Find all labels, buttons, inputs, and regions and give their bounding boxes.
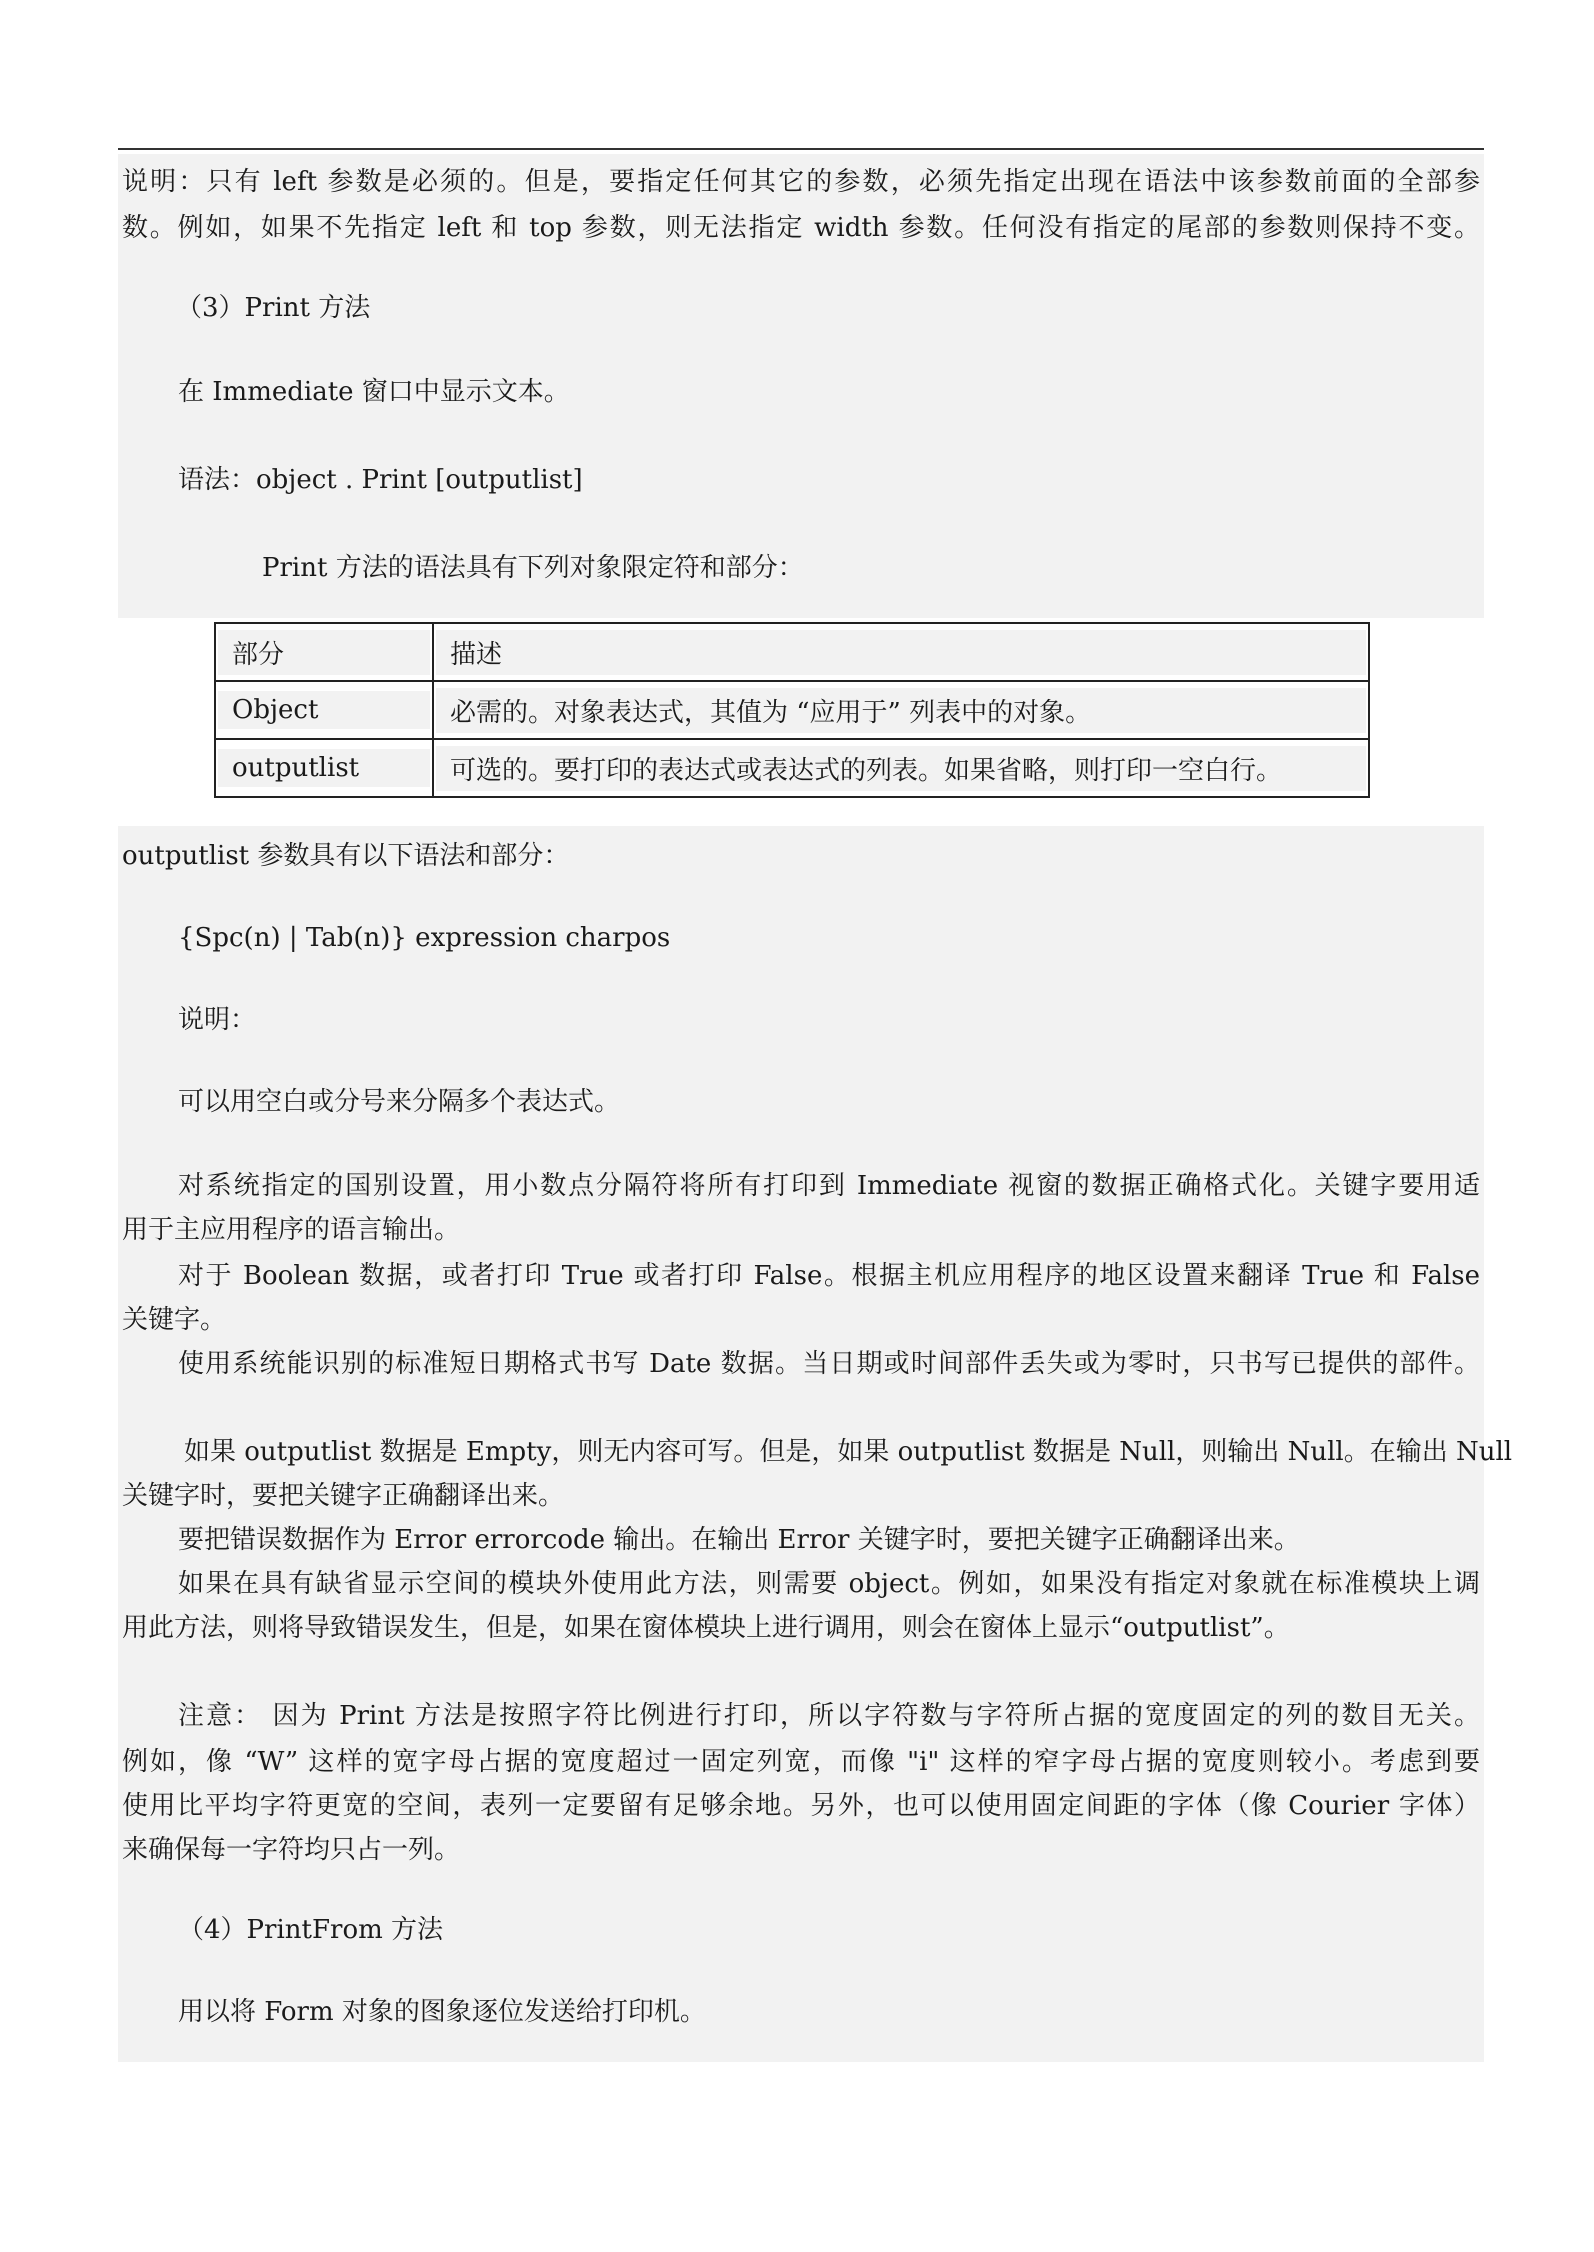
paragraph-error: 要把错误数据作为 Error errorcode 输出。在输出 Error 关键字时，要把关键字正确翻译出来。	[178, 1525, 1300, 1555]
table-cell: 必需的。对象表达式，其值为 “应用于” 列表中的对象。	[433, 681, 1369, 739]
paragraph-locale-line-1: 对系统指定的国别设置，用小数点分隔符将所有打印到 Immediate 视窗的数据正确格式化。关键字要用适	[178, 1171, 1480, 1201]
table-row	[215, 739, 1369, 797]
paragraph-empty-null-line-1: 如果 outputlist 数据是 Empty，则无内容可写。但是，如果 outputlist 数据是 Null，则输出 Null。在输出 Null	[184, 1437, 1513, 1467]
paragraph-object-line-1: 如果在具有缺省显示空间的模块外使用此方法，则需要 object。例如，如果没有指定对象就在标准模块上调	[178, 1569, 1480, 1599]
intro-line-1: 说明：只有 left 参数是必须的。但是，要指定任何其它的参数，必须先指定出现在语法中该参数前面的全部参	[122, 167, 1480, 197]
print-table-intro: Print 方法的语法具有下列对象限定符和部分：	[262, 553, 804, 583]
printfrom-method-heading: （4）PrintFrom 方法	[178, 1915, 444, 1945]
paragraph-locale-line-2: 用于主应用程序的语言输出。	[122, 1215, 461, 1245]
paragraph-empty-null-line-2: 关键字时，要把关键字正确翻译出来。	[122, 1481, 565, 1511]
paragraph-object-line-2: 用此方法，则将导致错误发生，但是，如果在窗体模块上进行调用，则会在窗体上显示“outputlist”。	[122, 1613, 1290, 1643]
print-method-syntax: 语法：object . Print [outputlist]	[178, 465, 583, 495]
paragraph-boolean-line-2: 关键字。	[122, 1305, 227, 1335]
paragraph-boolean-line-1: 对于 Boolean 数据，或者打印 True 或者打印 False。根据主机应用程序的地区设置来翻译 True 和 False	[178, 1261, 1480, 1291]
paragraph-date: 使用系统能识别的标准短日期格式书写 Date 数据。当日期或时间部件丢失或为零时，只书写已提供的部件。	[178, 1349, 1480, 1379]
table-header-row	[215, 623, 1369, 681]
caution-line-1: 注意： 因为 Print 方法是按照字符比例进行打印，所以字符数与字符所占据的宽度固定的列的数目无关。	[178, 1701, 1480, 1731]
caution-line-4: 来确保每一字符均只占一列。	[122, 1835, 461, 1865]
intro-line-2: 数。例如，如果不先指定 left 和 top 参数，则无法指定 width 参数。任何没有指定的尾部的参数则保持不变。	[122, 213, 1480, 243]
separator-note: 可以用空白或分号来分隔多个表达式。	[178, 1087, 621, 1117]
print-method-description: 在 Immediate 窗口中显示文本。	[178, 377, 570, 407]
note-label: 说明：	[178, 1005, 257, 1035]
print-parts-table	[214, 622, 1370, 798]
table-header-cell: 描述	[433, 623, 1369, 681]
outputlist-intro: outputlist 参数具有以下语法和部分：	[122, 841, 570, 871]
printfrom-method-description: 用以将 Form 对象的图象逐位发送给打印机。	[178, 1997, 706, 2027]
table-cell: 可选的。要打印的表达式或表达式的列表。如果省略，则打印一空白行。	[433, 739, 1369, 797]
caution-line-3: 使用比平均字符更宽的空间，表列一定要留有足够余地。另外，也可以使用固定间距的字体（像 Courier 字体）	[122, 1791, 1480, 1821]
print-method-heading: （3）Print 方法	[176, 293, 371, 323]
table-row	[215, 681, 1369, 739]
header-rule	[118, 148, 1484, 150]
caution-line-2: 例如，像 “W” 这样的宽字母占据的宽度超过一固定列宽，而像 "i" 这样的窄字母占据的宽度则较小。考虑到要	[122, 1747, 1480, 1777]
outputlist-syntax: {Spc(n) | Tab(n)} expression charpos	[178, 923, 671, 953]
table-cell: outputlist	[215, 739, 433, 797]
table-header-cell: 部分	[215, 623, 433, 681]
table-cell: Object	[215, 681, 433, 739]
